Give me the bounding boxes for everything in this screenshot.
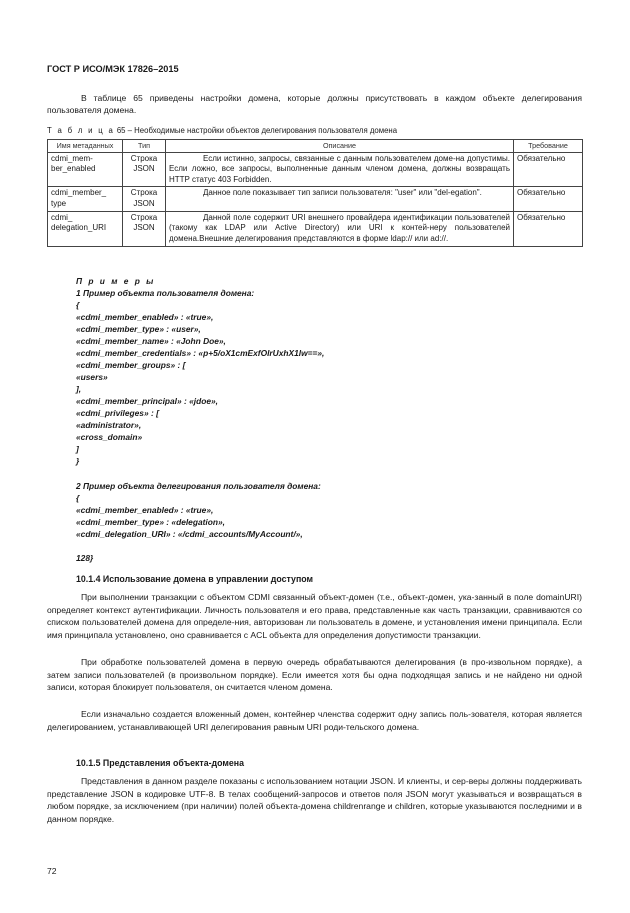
row-description: Данной поле содержит URI внешнего провайдера идентификации пользователей (такому как LDAP или Active Directory) или URI к контей-неру пользователей домена.Внешние делегирования представляются в форме ldap:// или ad://.	[166, 211, 514, 246]
row-name: cdmi_member_ type	[48, 187, 123, 211]
header-requirement: Требование	[514, 140, 583, 153]
section-heading-representations: 10.1.5 Представления объекта-домена	[76, 758, 244, 768]
example1-line: «cdmi_member_enabled» : «true»,	[76, 312, 214, 322]
example1-line: «cdmi_member_name» : «John Doe»,	[76, 336, 226, 346]
example1-line: 1 Пример объекта пользователя домена:	[76, 288, 255, 298]
representations-paragraph: Представления в данном разделе показаны с использованием нотации JSON. И клиенты, и сер-веры должны поддерживать представление JSON в кодировке UTF-8. В телах сообщений-запросов и ответов поля JSON могут указываться и возвращаться в любом порядке, за исключением (при наличии) полей объекта-домена childrenrange и children, которые указываются последними и в данном порядке.	[47, 776, 582, 824]
examples-title: П р и м е р ы	[76, 276, 156, 286]
settings-table	[47, 139, 583, 247]
intro-paragraph: В таблице 65 приведены настройки домена, которые должны присутствовать в каждом объекте делегирования пользователя домена.	[47, 93, 582, 116]
example2-line: «cdmi_delegation_URI» : «/cdmi_accounts/MyAccount/»,	[76, 529, 303, 539]
table-row	[48, 187, 583, 211]
row-description: Если истинно, запросы, связанные с данным пользователем доме-на допустимы. Если ложно, все запросы, выполненные данным членом домена, должны возвращать HTTP статус 403 Forbidden.	[166, 152, 514, 187]
row-name: cdmi_mem-ber_enabled	[48, 152, 123, 187]
header-name: Имя метаданных	[48, 140, 123, 153]
row-type: Строка JSON	[123, 187, 166, 211]
example1-line: {	[76, 300, 80, 310]
example1-line: «users»	[76, 372, 108, 382]
row-requirement: Обязательно	[514, 211, 583, 246]
example1-line: «cdmi_member_type» : «user»,	[76, 324, 201, 334]
example1-line: «cdmi_member_principal» : «jdoe»,	[76, 396, 218, 406]
example2-line: «cdmi_member_enabled» : «true»,	[76, 505, 214, 515]
example1-line: ]	[76, 444, 79, 454]
table-caption	[47, 126, 397, 137]
standard-header: ГОСТ Р ИСО/МЭК 17826–2015	[47, 64, 179, 74]
table-caption-prefix: Т а б л и ц а	[47, 126, 115, 135]
access-paragraph-1: При выполнении транзакции с объектом CDMI связанный объект-домен (т.е., объект-домен, ука-занный в поле domainURI) определяет контекст аутентификации. Личность пользователя и его права, представленные как часть транзакции, сравниваются со списком пользователей домена для определе-ния, авторизован ли пользователь в домене, и установления имени принципала. Если имя принципала установлено, оно сравнивается с ACL объекта для определения допустимости транзакции.	[47, 592, 582, 640]
row-description: Данное поле показывает тип записи пользователя: "user" или "del-egation".	[166, 187, 514, 211]
row-requirement: Обязательно	[514, 152, 583, 187]
table-header-row	[48, 140, 583, 153]
header-description: Описание	[166, 140, 514, 153]
example1-line: «administrator»,	[76, 420, 142, 430]
example-closing: 128}	[76, 553, 94, 563]
section-heading-access: 10.1.4 Использование домена в управлении доступом	[76, 574, 314, 584]
table-caption-text: 65 – Необходимые настройки объектов делегирования пользователя домена	[114, 126, 398, 135]
header-type: Тип	[123, 140, 166, 153]
page-number: 72	[47, 866, 57, 876]
example1-line: «cdmi_member_credentials» : «p+5/oX1cmExfOIrUxhX1lw==»,	[76, 348, 325, 358]
row-name: cdmi_ delegation_URI	[48, 211, 123, 246]
table-row	[48, 152, 583, 187]
example2-line: {	[76, 493, 80, 503]
example1-line: «cdmi_privileges» : [	[76, 408, 159, 418]
row-requirement: Обязательно	[514, 187, 583, 211]
row-type: Строка JSON	[123, 152, 166, 187]
access-paragraph-2: При обработке пользователей домена в первую очередь обрабатываются делегирования (в про-извольном порядке), а затем записи пользователей (в произвольном порядке). Если имеется хотя бы одна подходящая запись и не найдено ни одной записи, которая блокирует пользователя, он считается членом домена.	[47, 657, 582, 693]
example2-line: 2 Пример объекта делегирования пользователя домена:	[76, 481, 321, 491]
table-row	[48, 211, 583, 246]
example1-line: }	[76, 456, 80, 466]
example1-line: «cross_domain»	[76, 432, 143, 442]
example1-line: «cdmi_member_groups» : [	[76, 360, 186, 370]
access-paragraph-3: Если изначально создается вложенный домен, контейнер членства содержит одну запись поль-зователя, которая является делегированием, устанавливающей URI делегирования равным URI роди-тельского домена.	[47, 709, 582, 732]
example2-line: «cdmi_member_type» : «delegation»,	[76, 517, 225, 527]
row-type: Строка JSON	[123, 211, 166, 246]
example1-line: ],	[76, 384, 82, 394]
